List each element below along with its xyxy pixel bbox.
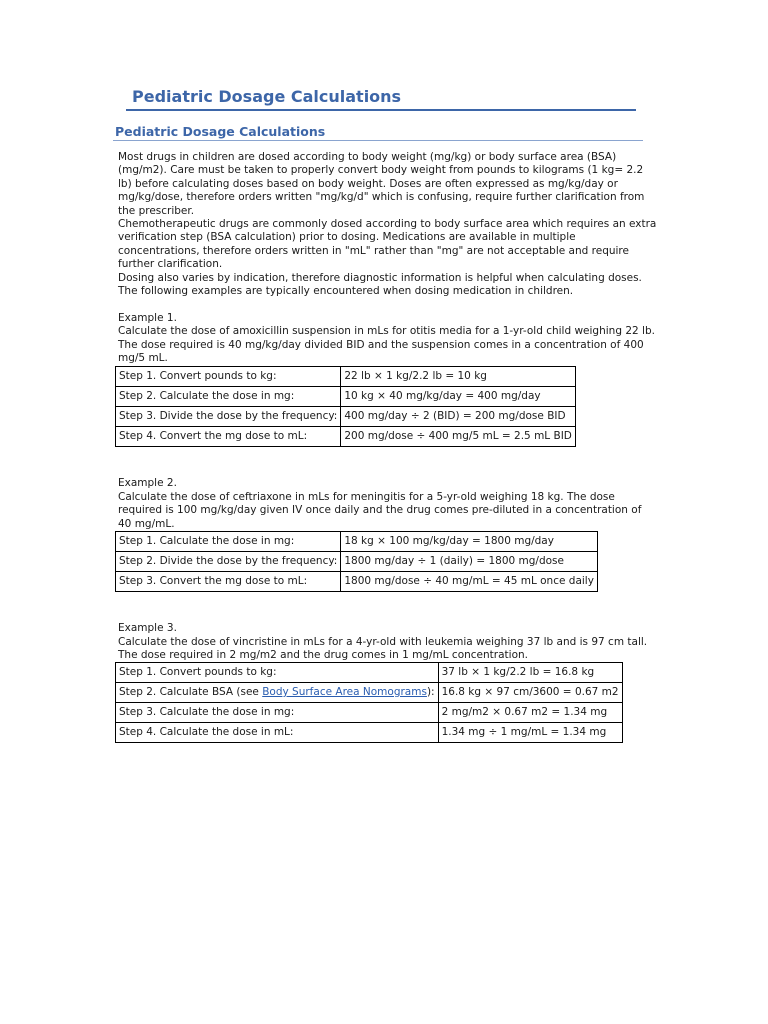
step-cell: Step 3. Divide the dose by the frequency:	[116, 407, 341, 427]
calc-cell: 10 kg × 40 mg/kg/day = 400 mg/day	[341, 387, 576, 407]
step-cell: Step 2. Calculate the dose in mg:	[116, 387, 341, 407]
table-row	[116, 427, 576, 447]
page-title: Pediatric Dosage Calculations	[132, 87, 402, 106]
table-row	[116, 532, 598, 552]
step-cell: Step 4. Calculate the dose in mL:	[116, 723, 439, 743]
calc-cell: 1800 mg/day ÷ 1 (daily) = 1800 mg/dose	[341, 552, 598, 572]
article-body	[118, 151, 658, 743]
intro-paragraph: Most drugs in children are dosed according to body weight (mg/kg) or body surface area (BSA) (mg/m2). Care must be taken to properly convert body weight from pounds to kilograms (1 kg= 2.2 lb) before calculating doses based on body weight. Doses are often expressed as mg/kg/day or mg/kg/dose, therefore orders written "mg/kg/d" which is confusing, require further clarification from the prescriber.	[118, 151, 645, 217]
example-description: Calculate the dose of amoxicillin suspension in mLs for otitis media for a 1-yr-old child weighing 22 lb. The dose required is 40 mg/kg/day divided BID and the suspension comes in a concentration of 400 mg/5 mL.	[118, 325, 655, 365]
example-heading: Example 1.	[118, 311, 177, 324]
example-3-steps-table	[115, 662, 623, 743]
body-surface-area-nomograms-link[interactable]: Body Surface Area Nomograms	[262, 686, 427, 699]
section-title: Pediatric Dosage Calculations	[115, 124, 326, 139]
page-title-divider	[126, 109, 636, 111]
intro-paragraph: Dosing also varies by indication, therefore diagnostic information is helpful when calculating doses. The following examples are typically encountered when dosing medication in children.	[118, 271, 642, 298]
table-row	[116, 703, 623, 723]
table-row	[116, 683, 623, 703]
intro-paragraph: Chemotherapeutic drugs are commonly dosed according to body surface area which requires an extra verification step (BSA calculation) prior to dosing. Medications are available in multiple concentrations, therefore orders written in "mL" rather than "mg" are not acceptable and require further clarification.	[118, 218, 657, 271]
example-2-steps-table	[115, 531, 598, 592]
calc-cell: 22 lb × 1 kg/2.2 lb = 10 kg	[341, 367, 576, 387]
step-text: Step 2. Calculate BSA (see	[119, 686, 263, 699]
table-row	[116, 387, 576, 407]
step-text: ):	[426, 686, 435, 699]
step-cell: Step 3. Convert the mg dose to mL:	[116, 572, 341, 592]
step-cell: Step 1. Convert pounds to kg:	[116, 663, 439, 683]
table-row	[116, 367, 576, 387]
table-row	[116, 572, 598, 592]
step-cell: Step 1. Convert pounds to kg:	[116, 367, 341, 387]
step-cell: Step 4. Convert the mg dose to mL:	[116, 427, 341, 447]
calc-cell: 1800 mg/dose ÷ 40 mg/mL = 45 mL once daily	[341, 572, 598, 592]
calc-cell: 16.8 kg × 97 cm/3600 = 0.67 m2	[438, 683, 622, 703]
calc-cell: 18 kg × 100 mg/kg/day = 1800 mg/day	[341, 532, 598, 552]
table-row	[116, 407, 576, 427]
calc-cell: 2 mg/m2 × 0.67 m2 = 1.34 mg	[438, 703, 622, 723]
calc-cell: 200 mg/dose ÷ 400 mg/5 mL = 2.5 mL BID	[341, 427, 576, 447]
example-heading: Example 3.	[118, 622, 177, 635]
table-row	[116, 723, 623, 743]
example-heading: Example 2.	[118, 477, 177, 490]
table-row	[116, 663, 623, 683]
calc-cell: 37 lb × 1 kg/2.2 lb = 16.8 kg	[438, 663, 622, 683]
step-cell	[116, 683, 439, 703]
example-1-steps-table	[115, 366, 576, 447]
step-cell: Step 1. Calculate the dose in mg:	[116, 532, 341, 552]
example-description: Calculate the dose of ceftriaxone in mLs for meningitis for a 5-yr-old weighing 18 kg. The dose required is 100 mg/kg/day given IV once daily and the drug comes pre-diluted in a concentration of 40 mg/mL.	[118, 490, 642, 530]
example-description: Calculate the dose of vincristine in mLs for a 4-yr-old with leukemia weighing 37 lb and is 97 cm tall. The dose required in 2 mg/m2 and the drug comes in 1 mg/mL concentration.	[118, 635, 648, 661]
calc-cell: 1.34 mg ÷ 1 mg/mL = 1.34 mg	[438, 723, 622, 743]
step-cell: Step 3. Calculate the dose in mg:	[116, 703, 439, 723]
table-row	[116, 552, 598, 572]
step-cell: Step 2. Divide the dose by the frequency:	[116, 552, 341, 572]
calc-cell: 400 mg/day ÷ 2 (BID) = 200 mg/dose BID	[341, 407, 576, 427]
section-title-divider	[113, 140, 643, 141]
